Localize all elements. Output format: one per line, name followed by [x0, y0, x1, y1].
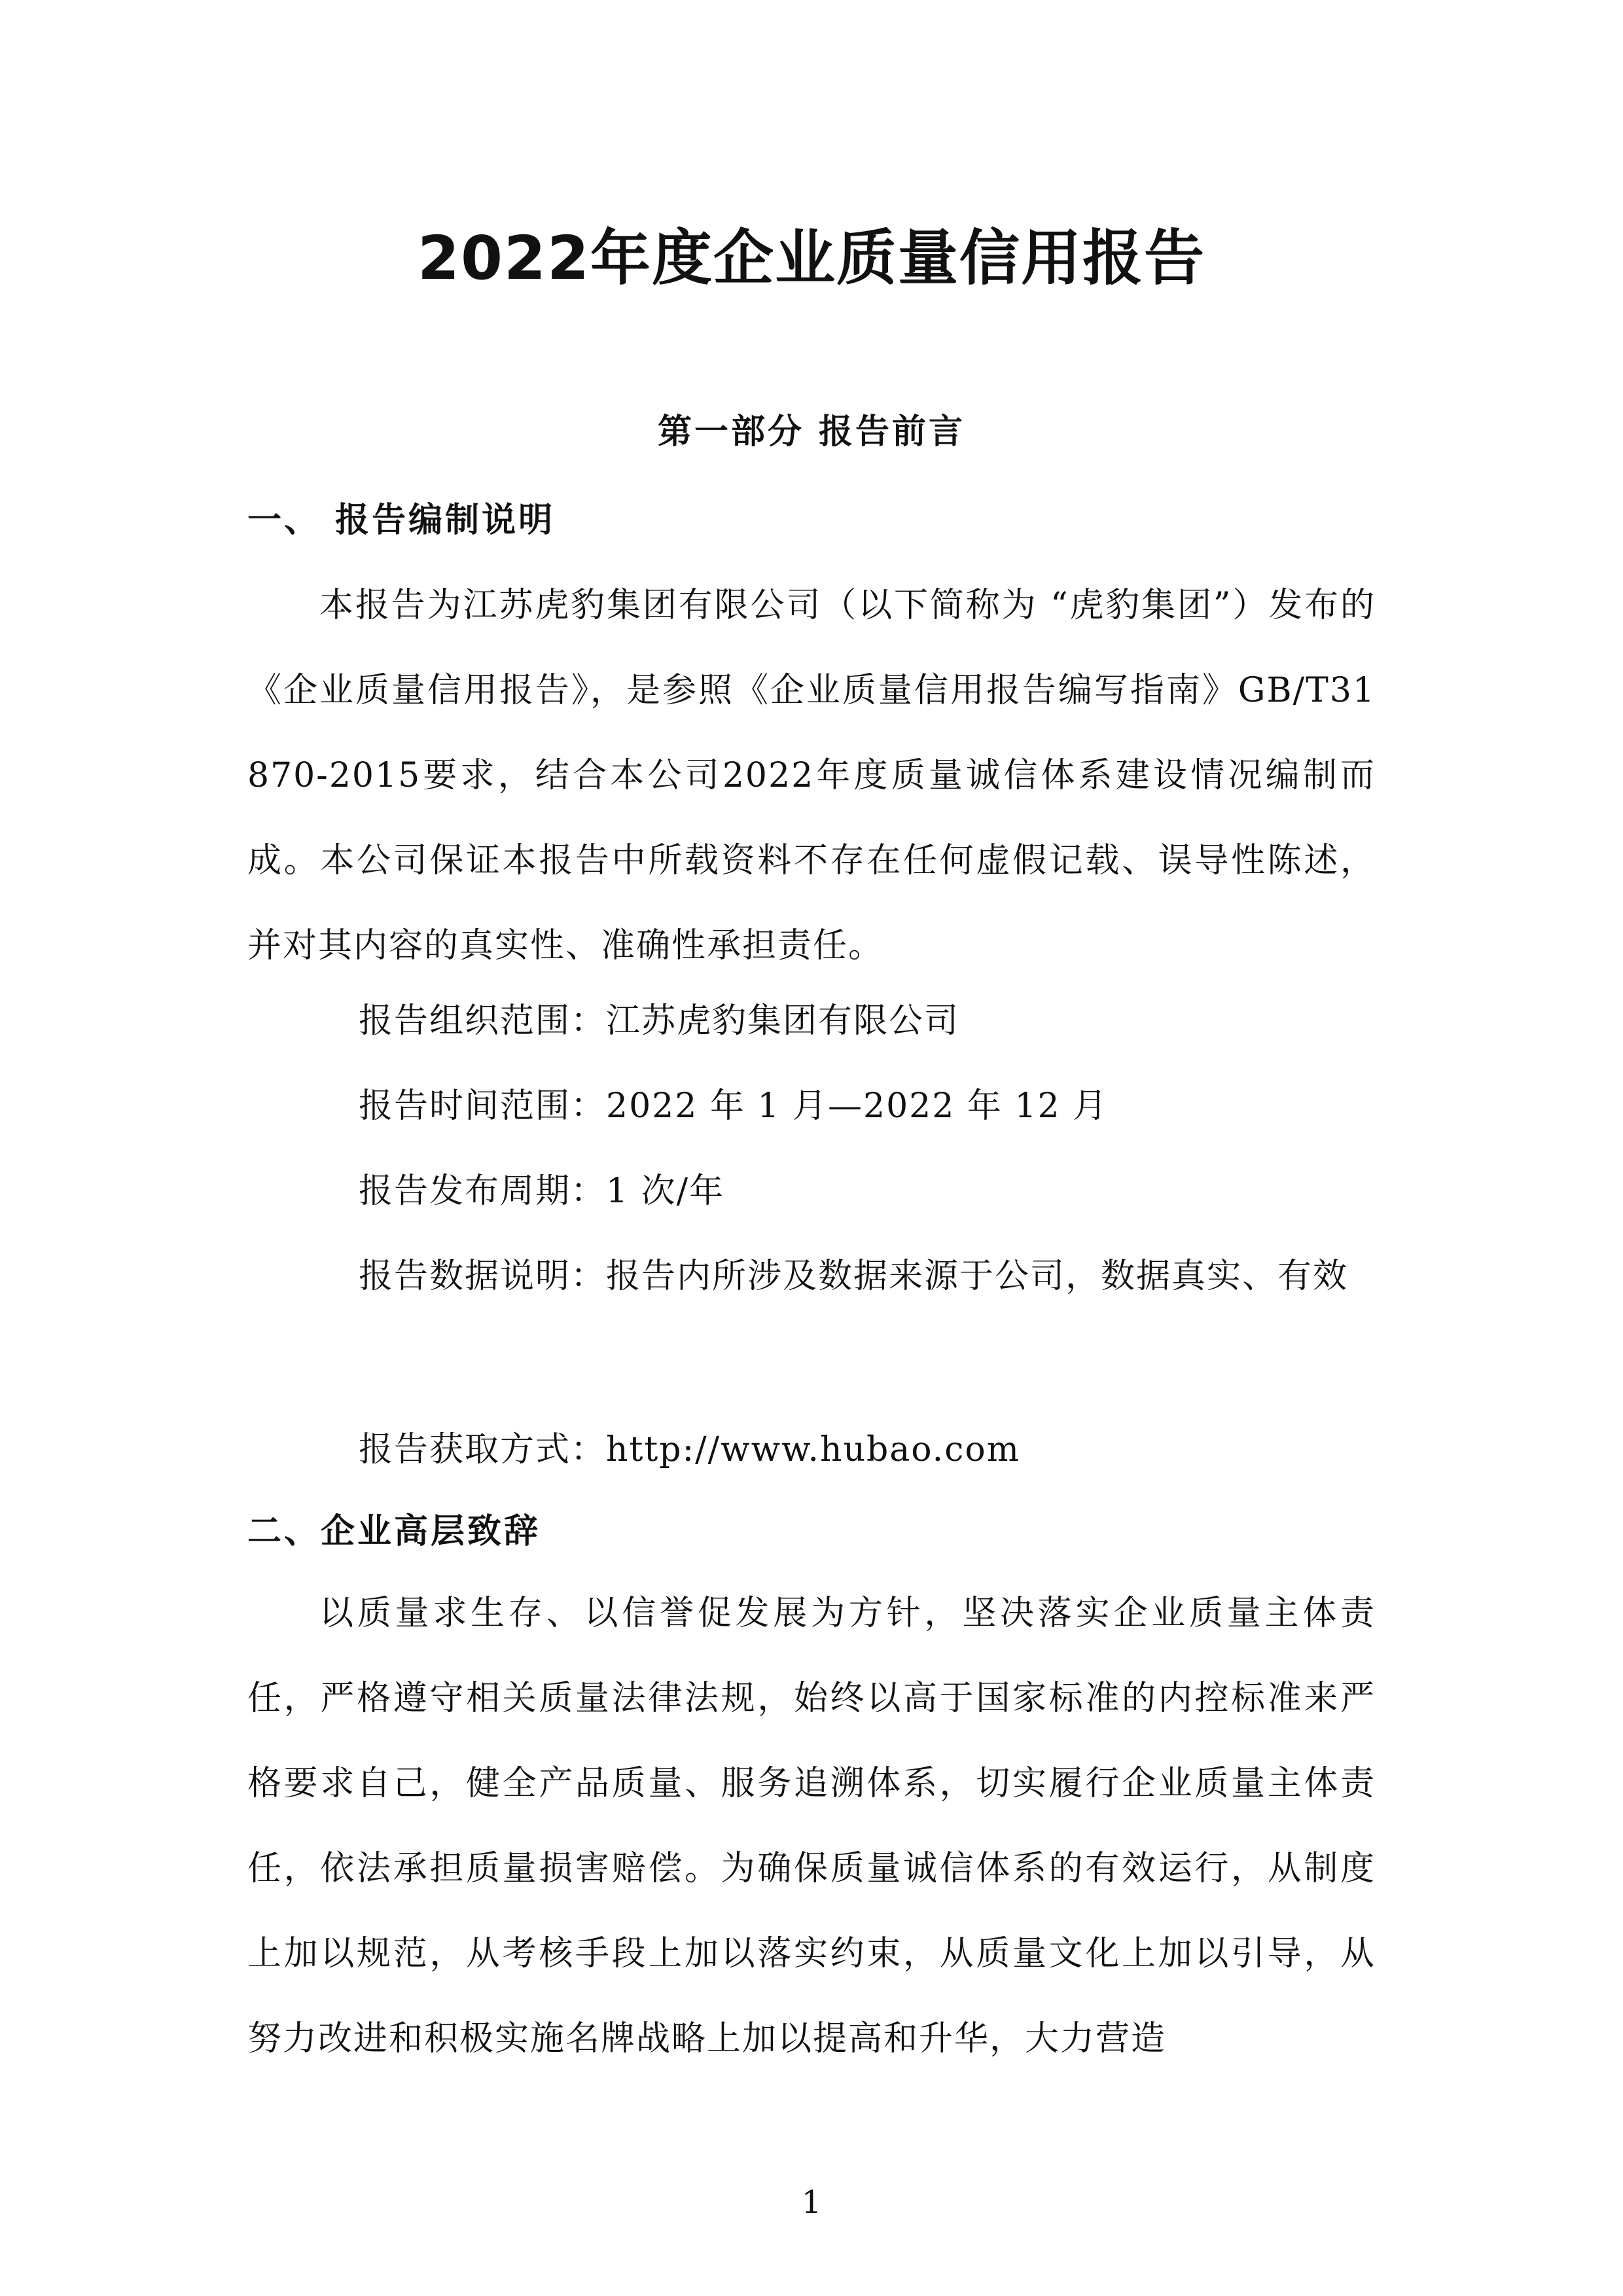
- document-title: 2022年度企业质量信用报告: [417, 223, 1206, 293]
- info-line-data-note: 报告数据说明：报告内所涉及数据来源于公司，数据真实、有效: [359, 1257, 1349, 1296]
- section-heading-compilation: 一、 报告编制说明: [247, 501, 556, 540]
- page-number: 1: [801, 2184, 822, 2221]
- info-line-cycle: 报告发布周期：1 次/年: [359, 1172, 725, 1211]
- info-line-period: 报告时间范围：2022 年 1 月—2022 年 12 月: [359, 1086, 1109, 1126]
- compilation-intro-paragraph: 本报告为江苏虎豹集团有限公司（以下简称为 “虎豹集团”）发布的《企业质量信用报告》，是参照《企业质量信用报告编写指南》GB/T31870-2015要求，结合本公司2022年度质量诚信体系建设情况编制而成。本公司保证本报告中所载资料不存在任何虚假记载、误导性陈述，并对其内容的真实性、准确性承担责任。: [247, 586, 1376, 965]
- executive-message-paragraph: 以质量求生存、以信誉促发展为方针，坚决落实企业质量主体责任，严格遵守相关质量法律法规，始终以高于国家标准的内控标准来严格要求自己，健全产品质量、服务追溯体系，切实履行企业质量主体责任，依法承担质量损害赔偿。为确保质量诚信体系的有效运行，从制度上加以规范，从考核手段上加以落实约束，从质量文化上加以引导，从努力改进和积极实施名牌战略上加以提高和升华，大力营造: [247, 1594, 1376, 2058]
- info-line-access: 报告获取方式：http://www.hubao.com: [359, 1430, 1020, 1469]
- section-heading-executive-message: 二、企业高层致辞: [247, 1512, 541, 1551]
- info-line-scope: 报告组织范围：江苏虎豹集团有限公司: [359, 1001, 960, 1041]
- part-title: 第一部分 报告前言: [657, 412, 966, 452]
